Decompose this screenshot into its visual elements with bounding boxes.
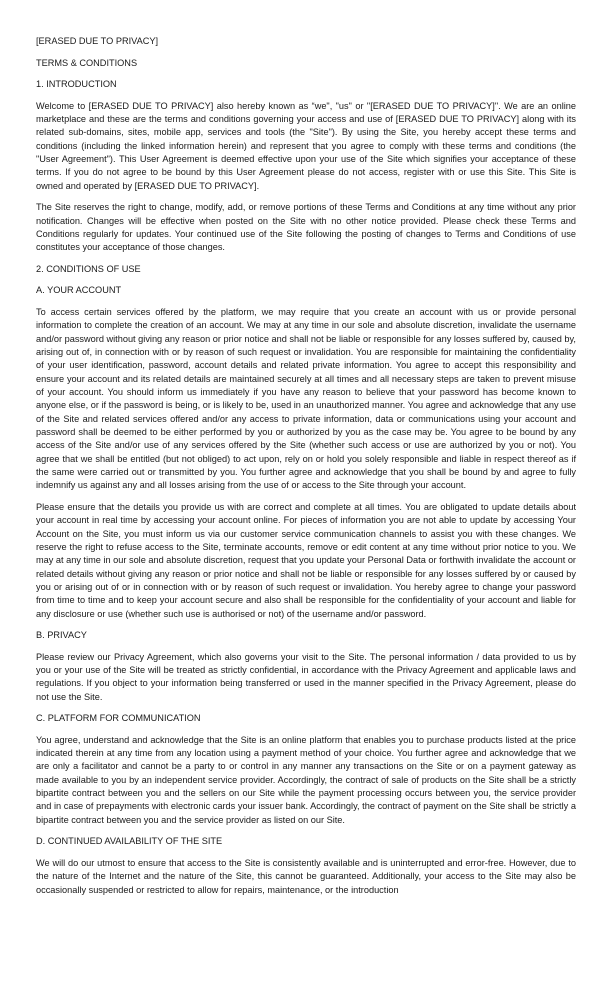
subheading-privacy: B. PRIVACY <box>36 630 87 641</box>
privacy-paragraph: Please review our Privacy Agreement, which also governs your visit to the Site. The personal information / data provided to us by you or your use of the Site will be treated as strictly confidential, in accordance with the Privacy Agreement and applicable laws and regulations. If you object to your information being transferred or used in the manner specified in the Privacy Agreement, please do not use the Site. <box>36 651 576 702</box>
account-paragraph-1: To access certain services offered by the platform, we may require that you create an account with us or provide personal information to complete the creation of an account. We may at any time in our sole and absolute discretion, invalidate the username and/or password without giving any reason or prior notice and shall not be liable or responsible for any losses suffered by, caused by, arising out of, in connection with or by reason of such request or invalidation. You are responsible for maintaining the confidentiality of your user identification, password, account details and related private information. You agree to accept this responsibility and ensure your account and its related details are maintained securely at all times and all necessary steps are taken to prevent misuse of your account. You should inform us immediately if you have any reason to believe that your password has become known to anyone else, or if the password is being, or is likely to be, used in an unauthorized manner. You agree and acknowledge that any use of the Site and related services offered and/or any access to private information, data or communications using your account and password shall be deemed to be either performed by you or authorized by you as the case may be. You agree to be bound by any access of the Site and/or use of any services offered by the Site (whether such access or use are authorized by you or not). You agree that we shall be entitled (but not obliged) to act upon, rely on or hold you solely responsible and liable in respect thereof as if the same were carried out or transmitted by you. You further agree and acknowledge that you shall be bound by and agree to fully indemnify us against any and all losses arising from the use of or access to the Site through your account. <box>36 306 576 491</box>
document-title: TERMS & CONDITIONS <box>36 57 138 68</box>
document-page <box>36 35 576 905</box>
company-name: [ERASED DUE TO PRIVACY] <box>36 36 159 46</box>
subheading-availability: D. CONTINUED AVAILABILITY OF THE SITE <box>36 836 223 847</box>
intro-paragraph-1: Welcome to [ERASED DUE TO PRIVACY] also hereby known as “we", "us" or "[ERASED DUE TO PRIVACY]". We are an online marketplace and these are the terms and conditions governing your access and use of [ERASED DUE TO PRIVACY] along with its related sub-domains, sites, mobile app, services and tools (the "Site"). By using the Site, you hereby accept these terms and conditions (including the linked information herein) and represent that you agree to comply with these terms and conditions (the "User Agreement"). This User Agreement is deemed effective upon your use of the Site which signifies your acceptance of these terms. If you do not agree to be bound by this User Agreement please do not access, register with or use this Site. This Site is owned and operated by [ERASED DUE TO PRIVACY]. <box>36 100 576 191</box>
intro-paragraph-2: The Site reserves the right to change, modify, add, or remove portions of these Terms and Conditions at any time without any prior notification. Changes will be effective when posted on the Site with no other notice provided. Please check these Terms and Conditions regularly for updates. Your continued use of the Site following the posting of changes to Terms and Conditions of use constitutes your acceptance of those changes. <box>36 202 576 253</box>
subheading-platform: C. PLATFORM FOR COMMUNICATION <box>36 713 201 724</box>
platform-paragraph: You agree, understand and acknowledge that the Site is an online platform that enables you to purchase products listed at the price indicated therein at any time from any location using a payment method of your choice. You further agree and acknowledge that we are only a facilitator and cannot be a party to or control in any manner any transactions on the Site or on a payment gateway as made available to you by an independent service provider. Accordingly, the contract of sale of products on the Site shall be a strictly bipartite contract between you and the sellers on our Site while the payment processing occurs between you, the service provider and in case of prepayments with electronic cards your issuer bank. Accordingly, the contract of payment on the Site shall be strictly a bipartite contract between you and the service provider as listed on our Site. <box>36 734 576 825</box>
section-heading-introduction: 1. INTRODUCTION <box>36 79 117 90</box>
availability-paragraph: We will do our utmost to ensure that access to the Site is consistently available and is uninterrupted and error-free. However, due to the nature of the Internet and the nature of the Site, this cannot be guaranteed. Additionally, your access to the Site may also be occasionally suspended or restricted to allow for repairs, maintenance, or the introduction <box>36 857 576 895</box>
account-paragraph-2: Please ensure that the details you provide us with are correct and complete at all times. You are obligated to update details about your account in real time by accessing your account online. For pieces of information you are not able to update by accessing Your Account on the Site, you must inform us via our customer service communication channels to assist you with these changes. We reserve the right to refuse access to the Site, terminate accounts, remove or edit content at any time without prior notice to you. We may at any time in our sole and absolute discretion, request that you update your Personal Data or forthwith invalidate the account or related details without giving any reason or prior notice and shall not be liable or responsible for any losses suffered by or caused by you or arising out of or in connection with or by reason of such request or invalidation. You hereby agree to change your password from time to time and to keep your account secure and also shall be responsible for the confidentiality of your account and liable for any disclosure or use (whether such use is authorised or not) of the username and/or password. <box>36 501 576 619</box>
section-heading-conditions-of-use: 2. CONDITIONS OF USE <box>36 263 141 274</box>
subheading-your-account: A. YOUR ACCOUNT <box>36 285 122 296</box>
